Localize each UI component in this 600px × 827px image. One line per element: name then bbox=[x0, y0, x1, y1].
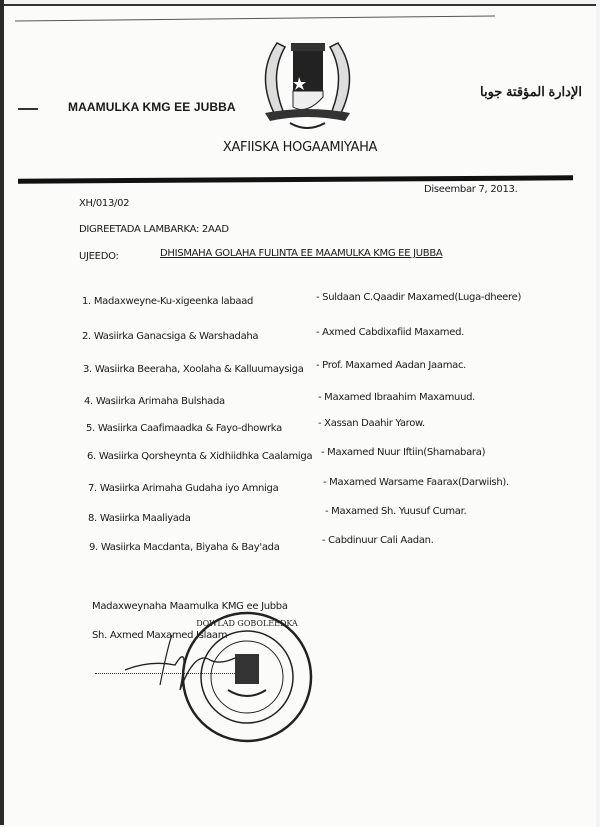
appointee: - Cabdinuur Cali Aadan. bbox=[322, 535, 434, 546]
margin-mark bbox=[18, 108, 38, 110]
letterhead-arabic-title: الإدارة المؤقتة جوبا bbox=[480, 84, 582, 99]
appointee: - Maxamed Ibraahim Maxamuud. bbox=[318, 392, 476, 403]
appointee: - Maxamed Nuur Iftiin(Shamabara) bbox=[321, 447, 486, 458]
appointee: - Prof. Maxamed Aadan Jaamac. bbox=[316, 360, 467, 371]
subject-text: DHISMAHA GOLAHA FULINTA EE MAAMULKA KMG EE JUBBA bbox=[160, 248, 443, 259]
signatory-title: Madaxweynaha Maamulka KMG ee Jubba bbox=[92, 601, 288, 612]
decree-number: DIGREETADA LAMBARKA: 2AAD bbox=[79, 224, 229, 235]
coat-of-arms-icon bbox=[255, 35, 360, 135]
letterhead-left-title: MAAMULKA KMG EE JUBBA bbox=[68, 100, 236, 114]
appointee: - Maxamed Sh. Yuusuf Cumar. bbox=[325, 506, 467, 517]
position: 2. Wasiirka Ganacsiga & Warshadaha bbox=[82, 331, 259, 342]
reference-number: XH/013/02 bbox=[79, 198, 130, 209]
appointee: - Maxamed Warsame Faarax(Darwiish). bbox=[323, 477, 509, 488]
svg-text:DOWLAD GOBOLEEDKA: DOWLAD GOBOLEEDKA bbox=[196, 619, 298, 628]
position: 7. Wasiirka Arimaha Gudaha iyo Amniga bbox=[88, 483, 279, 494]
document-date: Diseembar 7, 2013. bbox=[424, 184, 518, 195]
signatory-name: Sh. Axmed Maxamed Islaam bbox=[92, 630, 228, 641]
appointee: - Suldaan C.Qaadir Maxamed(Luga-dheere) bbox=[316, 292, 522, 303]
position: 3. Wasiirka Beeraha, Xoolaha & Kalluumaysiga bbox=[83, 364, 304, 375]
position: 4. Wasiirka Arimaha Bulshada bbox=[84, 396, 225, 407]
appointee: - Xassan Daahir Yarow. bbox=[318, 418, 425, 429]
handwritten-signature bbox=[120, 630, 240, 700]
position: 8. Wasiirka Maaliyada bbox=[88, 513, 191, 524]
appointee: - Axmed Cabdixafiid Maxamed. bbox=[316, 327, 465, 338]
position: 6. Wasiirka Qorsheynta & Xidhiidhka Caalamiga bbox=[87, 451, 313, 462]
subject-label: UJEEDO: bbox=[79, 251, 119, 262]
office-title: XAFIISKA HOGAAMIYAHA bbox=[222, 140, 378, 155]
position: 9. Wasiirka Macdanta, Biyaha & Bay'ada bbox=[89, 542, 280, 553]
position: 1. Madaxweyne-Ku-xigeenka labaad bbox=[82, 296, 254, 307]
position: 5. Wasiirka Caafimaadka & Fayo-dhowrka bbox=[86, 423, 282, 434]
